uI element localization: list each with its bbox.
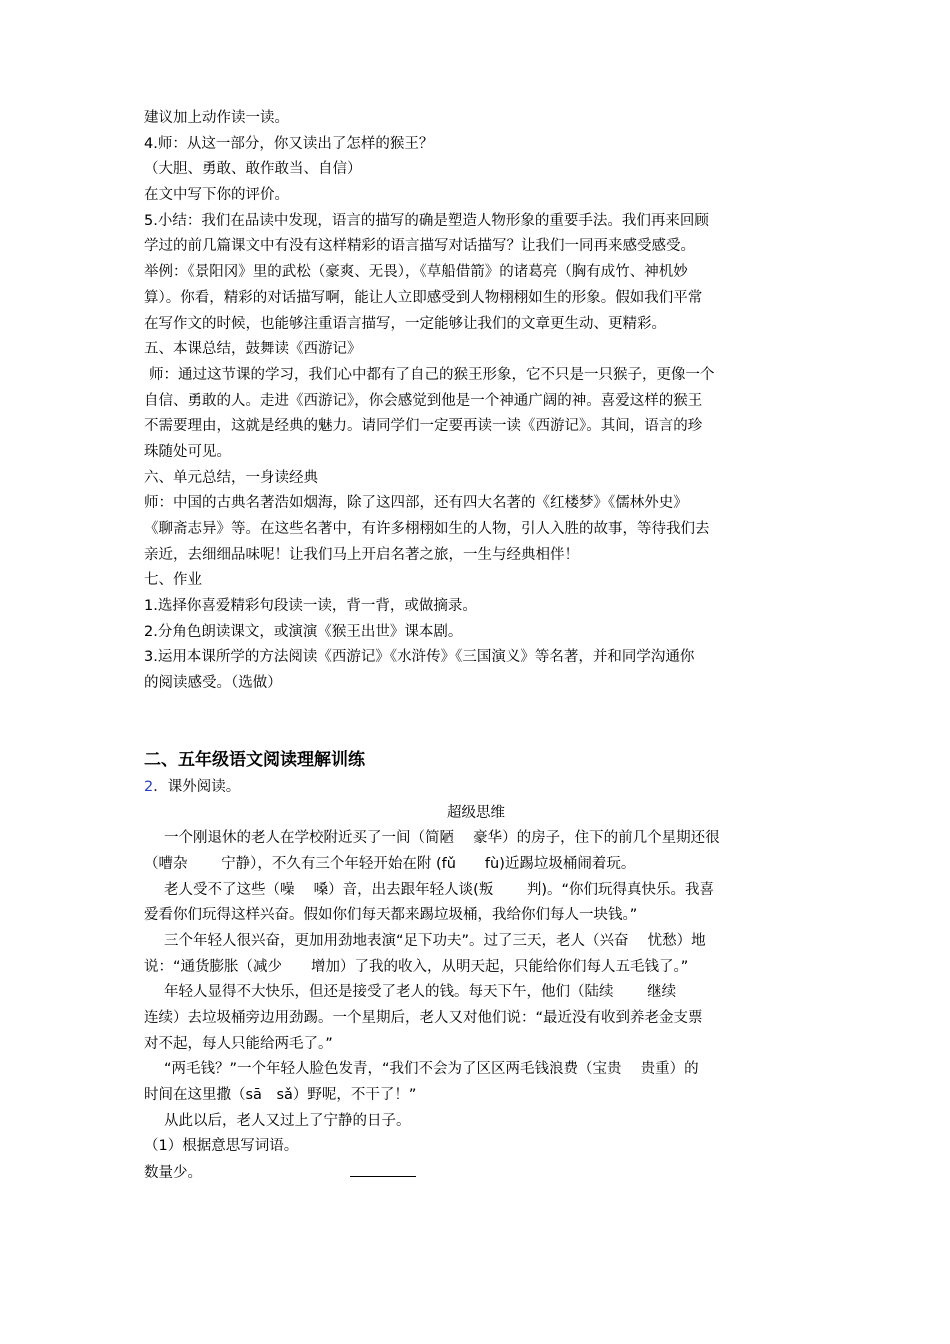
homework-item: 2.分角色朗读课文，或演演《猴王出世》课本剧。 — [144, 623, 463, 640]
question-label: ．课外阅读。 — [153, 778, 241, 795]
text-line: 的阅读感受。（选做） — [144, 675, 282, 692]
text-line: 5.小结：我们在品读中发现，语言的描写的确是塑造人物形象的重要手法。我们再来回顾 — [144, 212, 709, 229]
text-line: 举例：《景阳冈》里的武松（豪爽、无畏），《草船借箭》的诸葛亮（胸有成竹、神机妙 — [144, 264, 688, 281]
text-line: 学过的前几篇课文中有没有这样精彩的语言描写对话描写？让我们一同再来感受感受。 — [144, 238, 695, 255]
section2-heading: 二、五年级语文阅读理解训练 — [144, 749, 365, 770]
answer-line — [144, 1160, 808, 1186]
question-line — [144, 775, 808, 801]
answer-blank[interactable] — [350, 1160, 416, 1177]
text-line: 在文中写下你的评价。 — [144, 187, 289, 204]
story-title: 超级思维 — [447, 804, 505, 821]
text-line: 在写作文的时候，也能够注重语言描写，一定能够让我们的文章更生动、更精彩。 — [144, 315, 666, 332]
answer-prompt: 数量少。 — [144, 1165, 202, 1182]
sub-question: （1）根据意思写词语。 — [144, 1138, 299, 1155]
text-line: 4.师：从这一部分，你又读出了怎样的猴王？ — [144, 135, 434, 152]
story-line: （嘈杂 宁静），不久有三个年轻开始在附 (fǔ fù)近踢垃圾桶闹着玩。 — [144, 855, 636, 872]
story-line: 一个刚退休的老人在学校附近买了一间（简陋 豪华）的房子，住下的前几个星期还很 — [164, 830, 720, 847]
text-line: 不需要理由，这就是经典的魅力。请同学们一定要再读一读《西游记》。其间，语言的珍 — [144, 418, 703, 435]
spacer — [144, 697, 808, 745]
text-line: 珠随处可见。 — [144, 443, 231, 460]
text-line: 师：中国的古典名著浩如烟海，除了这四部，还有四大名著的《红楼梦》《儒林外史》 — [144, 495, 688, 512]
text-line: （大胆、勇敢、敢作敢当、自信） — [144, 161, 362, 178]
story-line: 从此以后，老人又过上了宁静的日子。 — [164, 1112, 411, 1129]
text-line: 建议加上动作读一读。 — [144, 110, 289, 126]
story-line: 爱看你们玩得这样兴奋。假如你们每天都来踢垃圾桶，我给你们每人一块钱。” — [144, 907, 638, 924]
text-line: 算）。你看，精彩的对话描写啊，能让人立即感受到人物栩栩如生的形象。假如我们平常 — [144, 289, 703, 306]
document-page — [144, 106, 808, 1186]
question-number: 2 — [144, 778, 154, 795]
story-line: 时间在这里撒（sā sǎ）野呢，不干了！” — [144, 1087, 417, 1104]
story-line: 连续）去垃圾桶旁边用劲踢。一个星期后，老人又对他们说：“最近没有收到养老金支票 — [144, 1010, 703, 1026]
homework-item: 1.选择你喜爱精彩句段读一读，背一背，或做摘录。 — [144, 598, 477, 615]
story-line: 年轻人显得不大快乐，但还是接受了老人的钱。每天下午，他们（陆续 继续 — [164, 984, 677, 1001]
story-line: “两毛钱？”一个年轻人脸色发青，“我们不会为了区区两毛钱浪费（宝贵 贵重）的 — [164, 1061, 699, 1078]
story-line: 三个年轻人很兴奋，更加用劲地表演“足下功夫”。过了三天，老人（兴奋 忧愁）地 — [164, 932, 706, 949]
section-heading: 六、单元总结，一身读经典 — [144, 469, 318, 486]
section-heading: 七、作业 — [144, 572, 202, 589]
text-line: 亲近，去细细品味呢！让我们马上开启名著之旅，一生与经典相伴！ — [144, 546, 579, 563]
text-line: 师：通过这节课的学习，我们心中都有了自己的猴王形象，它不只是一只猴子，更像一个 — [149, 366, 715, 383]
story-line: 对不起，每人只能给两毛了。” — [144, 1035, 333, 1052]
homework-item: 3.运用本课所学的方法阅读《西游记》《水浒传》《三国演义》等名著，并和同学沟通你 — [144, 649, 695, 666]
section-heading: 五、本课总结，鼓舞读《西游记》 — [144, 341, 362, 358]
text-line: 自信、勇敢的人。走进《西游记》，你会感觉到他是一个神通广阔的神。喜爱这样的猴王 — [144, 392, 703, 409]
story-line: 老人受不了这些（噪 嗓）音，出去跟年轻人谈(叛 判)。“你们玩得真快乐。我喜 — [164, 881, 715, 898]
story-line: 说：“通货膨胀（减少 增加）了我的收入，从明天起，只能给你们每人五毛钱了。” — [144, 958, 689, 975]
text-line: 《聊斋志异》等。在这些名著中，有许多栩栩如生的人物，引人入胜的故事，等待我们去 — [144, 521, 710, 537]
